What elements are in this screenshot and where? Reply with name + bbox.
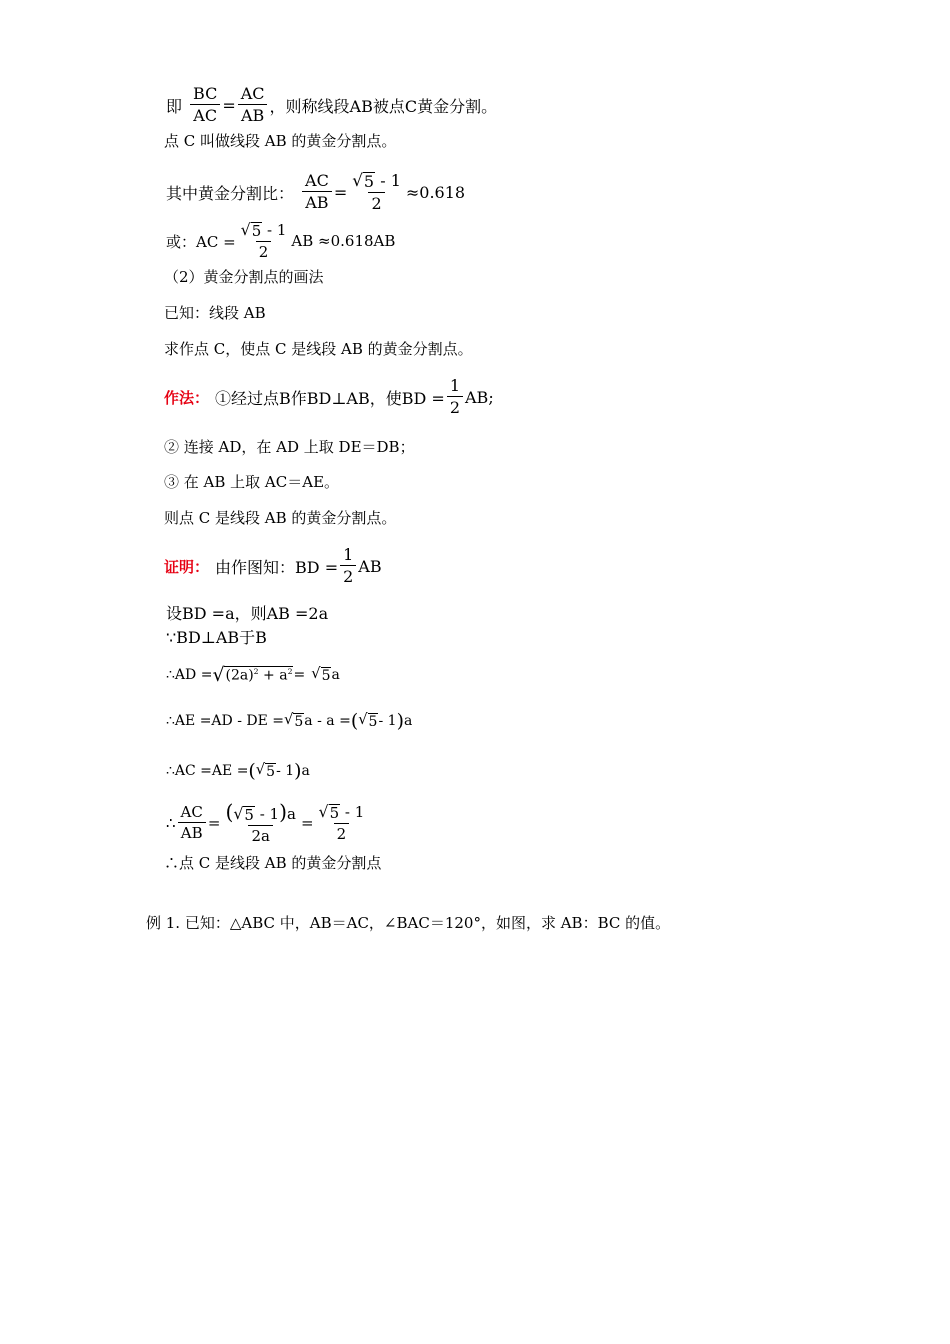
golden-ratio-line: 其中黄金分割比： $\frac{AC}{AB}$ = √ 5 - 1 2 ≈0.618 xyxy=(166,170,466,213)
def-suffix: ，则称线段AB被点C黄金分割。 xyxy=(269,96,498,116)
given-line: 已知：线段 AB xyxy=(164,304,266,322)
fraction-ac-ab: $\frac{AC}{AB}$ xyxy=(178,805,206,841)
fraction-one-half: $\frac{1}{2}$ xyxy=(340,547,356,585)
proof-line: 证明： 由作图知：BD = $\frac{1}{2}$ AB xyxy=(164,545,382,586)
because-line: ∵BD⊥AB于B xyxy=(166,628,267,647)
method-line: 作法： ①经过点B作BD⊥AB，使BD = $\frac{1}{2}$ AB; xyxy=(164,376,494,417)
fraction-ac-ab: $\frac{AC}{AB}$ xyxy=(302,173,332,211)
def-prefix: 即 xyxy=(166,96,183,116)
sqrt-expression: √ $(2a)^2 + a^2$ xyxy=(212,664,293,686)
ac-equation: ∴AC =AE = ( √ 5 - 1 ) a xyxy=(166,760,310,782)
or-line: 或：AC = √ 5 - 1 2 AB ≈0.618AB xyxy=(166,220,396,261)
fraction-sqrt5-minus1-over-2: √ 5 - 1 2 xyxy=(318,802,365,843)
definition-line: 即 $\frac{BC}{AC}$ = $\frac{AC}{AB}$ ，则称线段AB被点C黄金分割。 xyxy=(166,84,498,125)
section-2-heading: （2）黄金分割点的画法 xyxy=(164,268,324,286)
fraction-ac-ab: $\frac{AC}{AB}$ xyxy=(238,86,268,124)
fraction-sqrt5-minus1-over-2: √ 5 - 1 2 xyxy=(352,170,401,213)
final-ratio-equation: ∴ $\frac{AC}{AB}$ = ( √ 5 - 1)a 2a = √ 5 - 1 2 xyxy=(166,802,369,844)
find-line: 求作点 C，使点 C 是线段 AB 的黄金分割点。 xyxy=(164,340,473,358)
ad-equation: ∴AD = √ $(2a)^2 + a^2$ = √ 5 a xyxy=(166,664,340,686)
fraction-bc-ac: $\frac{BC}{AC}$ xyxy=(190,86,220,124)
step-3: ③ 在 AB 上取 AC＝AE。 xyxy=(164,473,340,491)
ae-equation: ∴AE =AD - DE = √ 5 a - a = ( √ 5 - 1 ) a xyxy=(166,710,413,732)
method-label: 作法： xyxy=(164,388,210,407)
fraction-expression-over-2a: ( √ 5 - 1)a 2a xyxy=(225,800,296,845)
example-1: 例 1. 已知：△ABC 中，AB＝AC，∠BAC＝120°，如图，求 AB：BC 的值。 xyxy=(146,914,671,932)
conclusion-line: 则点 C 是线段 AB 的黄金分割点。 xyxy=(164,509,397,527)
golden-point-line: 点 C 叫做线段 AB 的黄金分割点。 xyxy=(164,132,397,150)
fraction-sqrt5-minus1-over-2: √ 5 - 1 2 xyxy=(240,220,287,261)
step-2: ② 连接 AD，在 AD 上取 DE＝DB； xyxy=(164,438,415,456)
therefore-conclusion: ∴点 C 是线段 AB 的黄金分割点 xyxy=(164,854,382,872)
let-line: 设BD =a，则AB =2a xyxy=(166,604,329,623)
fraction-one-half: $\frac{1}{2}$ xyxy=(447,378,463,416)
proof-label: 证明： xyxy=(164,557,210,576)
